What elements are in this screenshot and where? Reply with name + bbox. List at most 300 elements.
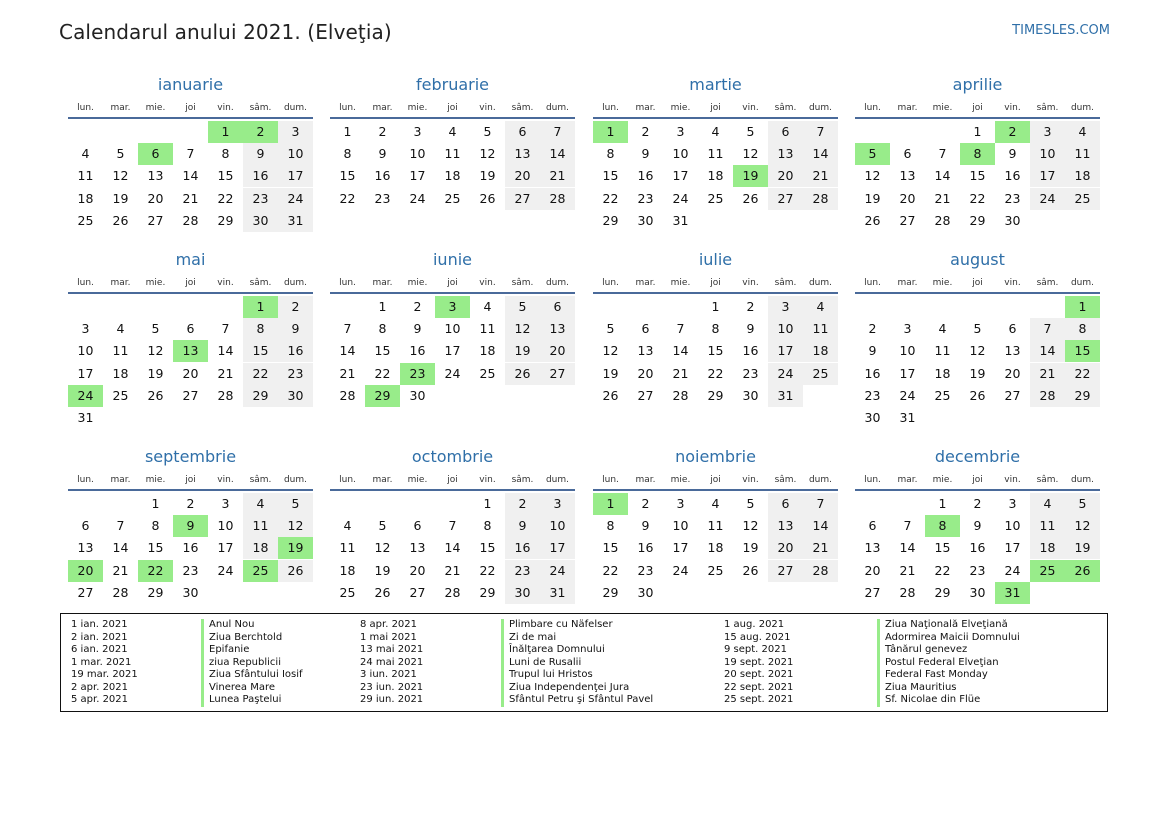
day-cell: 10 [768, 318, 803, 340]
day-cell: 20 [505, 165, 540, 187]
weekday-header: dum. [808, 278, 833, 288]
day-cell: 13 [77, 540, 94, 556]
day-cell: 18 [803, 340, 838, 362]
day-cell: 27 [409, 584, 426, 600]
day-cell: 27 [505, 188, 540, 210]
day-cell: 28 [899, 584, 916, 600]
day-cell: 11 [479, 321, 496, 337]
holiday-day-cell: 25 [243, 560, 278, 582]
day-cell: 17 [444, 343, 461, 359]
day-cell: 10 [1030, 143, 1065, 165]
weekday-header: vin. [1004, 278, 1021, 288]
day-cell: 4 [448, 124, 457, 139]
day-cell: 12 [374, 540, 391, 556]
day-cell: 4 [938, 321, 947, 337]
day-cell: 16 [637, 540, 654, 556]
day-cell: 11 [1030, 515, 1065, 537]
day-cell: 3 [81, 321, 90, 337]
day-cell: 10 [672, 518, 689, 534]
day-cell: 15 [479, 540, 496, 556]
site-link[interactable]: TIMESLES.COM [1012, 23, 1110, 38]
day-cell: 16 [182, 540, 199, 556]
day-cell: 23 [637, 190, 654, 206]
legend-holiday-name: Ziua Sfântului Iosif [209, 669, 303, 680]
day-cell: 6 [903, 146, 912, 162]
day-cell: 13 [637, 343, 654, 359]
day-cell: 7 [540, 121, 575, 143]
holiday-day-cell: 9 [173, 515, 208, 537]
weekday-header: mie. [145, 103, 166, 113]
holiday-day-cell: 1 [243, 296, 278, 318]
month-title: ianuarie [157, 75, 224, 94]
day-cell: 2 [641, 496, 650, 511]
weekday-header: dum. [283, 278, 308, 288]
day-cell: 13 [540, 318, 575, 340]
day-cell: 30 [742, 387, 759, 403]
day-cell: 5 [483, 124, 492, 139]
legend-holiday-name: Sfântul Petru şi Sfântul Pavel [509, 694, 654, 705]
day-cell: 15 [217, 168, 234, 184]
day-cell: 23 [505, 560, 540, 582]
legend-names-column [877, 619, 1020, 707]
day-cell: 22 [1065, 363, 1100, 385]
day-cell: 9 [243, 143, 278, 165]
legend-holiday-name: Înălţarea Domnului [509, 644, 605, 655]
day-cell: 30 [182, 584, 199, 600]
day-cell: 25 [339, 584, 356, 600]
day-cell: 19 [479, 168, 496, 184]
day-cell: 19 [374, 562, 391, 578]
month-header-rule [68, 489, 313, 491]
month-header-rule [68, 292, 313, 294]
weekday-header: mar. [635, 475, 656, 485]
day-cell: 14 [1030, 340, 1065, 362]
day-cell: 23 [1004, 190, 1021, 206]
day-cell: 21 [672, 365, 689, 381]
day-cell: 12 [1065, 515, 1100, 537]
month-header-rule [593, 117, 838, 119]
day-cell: 28 [934, 212, 951, 228]
day-cell: 4 [343, 518, 352, 534]
day-cell: 29 [969, 212, 986, 228]
day-cell: 1 [378, 299, 387, 314]
day-cell: 25 [479, 365, 496, 381]
month-header-rule [855, 117, 1100, 119]
day-cell: 12 [147, 343, 164, 359]
legend-date: 20 sept. 2021 [724, 669, 794, 680]
legend-holiday-name: Adormirea Maicii Domnului [885, 631, 1020, 643]
day-cell: 31 [768, 385, 803, 407]
day-cell: 16 [374, 168, 391, 184]
day-cell: 23 [374, 190, 391, 206]
holiday-day-cell: 2 [243, 121, 278, 143]
day-cell: 14 [672, 343, 689, 359]
day-cell: 12 [742, 146, 759, 162]
weekday-header: lun. [602, 103, 619, 113]
weekday-header: joi [447, 278, 458, 288]
weekday-header: mie. [670, 103, 691, 113]
day-cell: 5 [505, 296, 540, 318]
day-cell: 22 [707, 365, 724, 381]
day-cell: 15 [707, 343, 724, 359]
day-cell: 28 [540, 188, 575, 210]
legend-date: 13 mai 2021 [360, 644, 424, 655]
day-cell: 12 [278, 515, 313, 537]
day-cell: 20 [864, 562, 881, 578]
day-cell: 16 [969, 540, 986, 556]
day-cell: 1 [711, 299, 720, 314]
day-cell: 28 [1030, 385, 1065, 407]
month-octombrie [330, 447, 575, 627]
day-cell: 21 [217, 365, 234, 381]
day-cell: 30 [278, 385, 313, 407]
day-cell: 2 [641, 124, 650, 139]
day-cell: 7 [448, 518, 457, 534]
day-cell: 19 [602, 365, 619, 381]
day-cell: 13 [409, 540, 426, 556]
weekday-header: joi [447, 475, 458, 485]
day-cell: 3 [676, 496, 685, 511]
day-cell: 20 [768, 165, 803, 187]
weekday-header: mar. [110, 475, 131, 485]
day-cell: 17 [1004, 540, 1021, 556]
legend-holiday-name: Vinerea Mare [209, 681, 276, 693]
legend-date: 8 apr. 2021 [360, 619, 418, 630]
weekday-header: joi [972, 475, 983, 485]
day-cell: 6 [641, 321, 650, 337]
holiday-day-cell: 8 [925, 515, 960, 537]
day-cell: 8 [151, 518, 160, 534]
day-cell: 2 [378, 124, 387, 139]
weekday-header: lun. [602, 475, 619, 485]
weekday-header: vin. [479, 103, 496, 113]
day-cell: 18 [934, 365, 951, 381]
day-cell: 14 [217, 343, 234, 359]
day-cell: 3 [1008, 496, 1017, 511]
day-cell: 16 [278, 340, 313, 362]
day-cell: 7 [803, 493, 838, 515]
day-cell: 17 [77, 365, 94, 381]
legend-holiday-name: Epifanie [209, 644, 250, 655]
day-cell: 14 [339, 343, 356, 359]
day-cell: 27 [147, 212, 164, 228]
legend-date: 3 iun. 2021 [360, 669, 417, 680]
day-cell: 21 [540, 165, 575, 187]
holiday-day-cell: 22 [138, 560, 173, 582]
day-cell: 24 [672, 190, 689, 206]
day-cell: 13 [768, 143, 803, 165]
day-cell: 19 [147, 365, 164, 381]
day-cell: 5 [151, 321, 160, 337]
day-cell: 16 [1004, 168, 1021, 184]
legend-date: 22 sept. 2021 [724, 681, 794, 693]
day-cell: 29 [243, 385, 278, 407]
weekday-header: sâm. [774, 475, 797, 485]
day-cell: 11 [444, 146, 461, 162]
day-cell: 30 [637, 212, 654, 228]
day-cell: 17 [899, 365, 916, 381]
weekday-header: mar. [372, 278, 393, 288]
weekday-header: mie. [932, 103, 953, 113]
weekday-header: lun. [864, 278, 881, 288]
day-cell: 25 [112, 387, 129, 403]
day-cell: 3 [278, 121, 313, 143]
day-cell: 5 [116, 146, 125, 162]
day-cell: 1 [151, 496, 160, 511]
day-cell: 1 [343, 124, 352, 139]
day-cell: 26 [505, 363, 540, 385]
weekday-header: dum. [283, 103, 308, 113]
legend-date: 15 aug. 2021 [724, 631, 791, 643]
weekday-header: vin. [742, 475, 759, 485]
day-cell: 2 [746, 299, 755, 314]
day-cell: 20 [899, 190, 916, 206]
day-cell: 26 [864, 212, 881, 228]
day-cell: 9 [278, 318, 313, 340]
day-cell: 15 [934, 540, 951, 556]
day-cell: 9 [868, 343, 877, 359]
weekday-header: sâm. [1036, 475, 1059, 485]
weekday-header: mar. [635, 103, 656, 113]
day-cell: 30 [409, 387, 426, 403]
month-title: noiembrie [675, 447, 756, 466]
day-cell: 25 [934, 387, 951, 403]
day-cell: 22 [217, 190, 234, 206]
weekday-header: vin. [479, 278, 496, 288]
day-cell: 6 [505, 121, 540, 143]
day-cell: 4 [116, 321, 125, 337]
day-cell: 28 [444, 584, 461, 600]
day-cell: 27 [768, 188, 803, 210]
day-cell: 29 [217, 212, 234, 228]
day-cell: 17 [278, 165, 313, 187]
day-cell: 9 [413, 321, 422, 337]
day-cell: 22 [602, 190, 619, 206]
day-cell: 25 [803, 363, 838, 385]
day-cell: 20 [182, 365, 199, 381]
day-cell: 29 [147, 584, 164, 600]
day-cell: 10 [1004, 518, 1021, 534]
day-cell: 28 [217, 387, 234, 403]
day-cell: 30 [969, 584, 986, 600]
day-cell: 23 [182, 562, 199, 578]
day-cell: 14 [803, 143, 838, 165]
weekday-header: lun. [77, 475, 94, 485]
weekday-header: lun. [77, 278, 94, 288]
day-cell: 19 [969, 365, 986, 381]
weekday-header: vin. [217, 475, 234, 485]
day-cell: 14 [803, 515, 838, 537]
day-cell: 16 [243, 165, 278, 187]
day-cell: 21 [112, 562, 129, 578]
day-cell: 31 [278, 210, 313, 232]
day-cell: 8 [711, 321, 720, 337]
day-cell: 15 [374, 343, 391, 359]
day-cell: 27 [1004, 387, 1021, 403]
day-cell: 2 [278, 296, 313, 318]
day-cell: 6 [186, 321, 195, 337]
day-cell: 30 [243, 210, 278, 232]
holiday-day-cell: 31 [995, 582, 1030, 604]
day-cell: 6 [1008, 321, 1017, 337]
legend-date: 2 ian. 2021 [71, 631, 128, 643]
weekday-header: joi [447, 103, 458, 113]
day-cell: 23 [864, 387, 881, 403]
day-cell: 9 [378, 146, 387, 162]
holiday-day-cell: 15 [1065, 340, 1100, 362]
day-cell: 11 [707, 518, 724, 534]
day-cell: 27 [540, 363, 575, 385]
day-cell: 7 [803, 121, 838, 143]
day-cell: 18 [243, 537, 278, 559]
weekday-header: joi [185, 475, 196, 485]
day-cell: 25 [77, 212, 94, 228]
weekday-header: mie. [145, 278, 166, 288]
month-header-rule [593, 292, 838, 294]
day-cell: 10 [278, 143, 313, 165]
day-cell: 18 [707, 168, 724, 184]
day-cell: 5 [378, 518, 387, 534]
weekday-header: dum. [808, 103, 833, 113]
day-cell: 10 [217, 518, 234, 534]
weekday-header: sâm. [249, 278, 272, 288]
day-cell: 19 [505, 340, 540, 362]
day-cell: 20 [1004, 365, 1021, 381]
month-header-rule [68, 117, 313, 119]
day-cell: 9 [505, 515, 540, 537]
holiday-day-cell: 1 [593, 493, 628, 515]
day-cell: 22 [243, 363, 278, 385]
month-ianuarie [68, 75, 313, 255]
weekday-header: mie. [670, 278, 691, 288]
day-cell: 11 [707, 146, 724, 162]
day-cell: 28 [112, 584, 129, 600]
month-header-rule [855, 489, 1100, 491]
weekday-header: mie. [932, 475, 953, 485]
weekday-header: mie. [407, 103, 428, 113]
month-title: mai [175, 250, 206, 269]
day-cell: 18 [479, 343, 496, 359]
day-cell: 24 [1004, 562, 1021, 578]
day-cell: 9 [746, 321, 755, 337]
legend-date: 25 sept. 2021 [724, 694, 794, 705]
day-cell: 11 [1065, 143, 1100, 165]
day-cell: 4 [1030, 493, 1065, 515]
holiday-day-cell: 6 [138, 143, 173, 165]
day-cell: 17 [768, 340, 803, 362]
day-cell: 17 [540, 537, 575, 559]
day-cell: 28 [339, 387, 356, 403]
weekday-header: mar. [635, 278, 656, 288]
holiday-day-cell: 8 [960, 143, 995, 165]
day-cell: 30 [505, 582, 540, 604]
day-cell: 19 [1065, 537, 1100, 559]
day-cell: 4 [711, 124, 720, 139]
day-cell: 5 [746, 496, 755, 511]
month-februarie [330, 75, 575, 255]
legend-date: 24 mai 2021 [360, 656, 424, 668]
day-cell: 12 [969, 343, 986, 359]
day-cell: 5 [746, 124, 755, 139]
weekday-header: mar. [897, 475, 918, 485]
holiday-day-cell: 29 [365, 385, 400, 407]
day-cell: 7 [343, 321, 352, 337]
day-cell: 16 [637, 168, 654, 184]
holiday-day-cell: 13 [173, 340, 208, 362]
weekday-header: mar. [110, 278, 131, 288]
day-cell: 13 [505, 143, 540, 165]
weekday-header: mar. [372, 103, 393, 113]
day-cell: 21 [899, 562, 916, 578]
day-cell: 25 [444, 190, 461, 206]
weekday-header: sâm. [1036, 103, 1059, 113]
day-cell: 29 [602, 584, 619, 600]
month-iunie [330, 250, 575, 430]
legend-holiday-name: Federal Fast Monday [885, 669, 988, 680]
day-cell: 30 [637, 584, 654, 600]
day-cell: 4 [81, 146, 90, 162]
day-cell: 15 [602, 168, 619, 184]
month-septembrie [68, 447, 313, 627]
day-cell: 26 [969, 387, 986, 403]
day-cell: 31 [540, 582, 575, 604]
day-cell: 24 [768, 363, 803, 385]
day-cell: 20 [637, 365, 654, 381]
day-cell: 11 [112, 343, 129, 359]
day-cell: 18 [444, 168, 461, 184]
weekday-header: joi [710, 278, 721, 288]
weekday-header: vin. [742, 278, 759, 288]
day-cell: 8 [1065, 318, 1100, 340]
day-cell: 17 [1030, 165, 1065, 187]
day-cell: 6 [540, 296, 575, 318]
weekday-header: vin. [1004, 475, 1021, 485]
month-iulie [593, 250, 838, 430]
day-cell: 8 [243, 318, 278, 340]
day-cell: 21 [803, 537, 838, 559]
day-cell: 10 [899, 343, 916, 359]
weekday-header: joi [185, 278, 196, 288]
day-cell: 22 [374, 365, 391, 381]
day-cell: 14 [934, 168, 951, 184]
legend-date: 1 ian. 2021 [71, 619, 128, 630]
day-cell: 4 [483, 299, 492, 314]
day-cell: 2 [868, 321, 877, 337]
legend-date: 9 sept. 2021 [724, 644, 787, 655]
day-cell: 11 [77, 168, 94, 184]
day-cell: 26 [602, 387, 619, 403]
day-cell: 31 [77, 410, 94, 425]
legend-holiday-name: Ziua Independenţei Jura [509, 681, 630, 693]
day-cell: 14 [899, 540, 916, 556]
holiday-day-cell: 19 [733, 165, 768, 187]
legend-names-column [201, 619, 303, 707]
month-header-rule [855, 292, 1100, 294]
weekday-header: joi [710, 475, 721, 485]
legend-date: 5 apr. 2021 [71, 694, 129, 705]
day-cell: 14 [182, 168, 199, 184]
day-cell: 14 [540, 143, 575, 165]
month-header-rule [330, 489, 575, 491]
day-cell: 15 [339, 168, 356, 184]
day-cell: 26 [278, 560, 313, 582]
day-cell: 18 [1030, 537, 1065, 559]
day-cell: 28 [672, 387, 689, 403]
day-cell: 27 [864, 584, 881, 600]
weekday-header: sâm. [249, 475, 272, 485]
day-cell: 15 [969, 168, 986, 184]
weekday-header: joi [185, 103, 196, 113]
